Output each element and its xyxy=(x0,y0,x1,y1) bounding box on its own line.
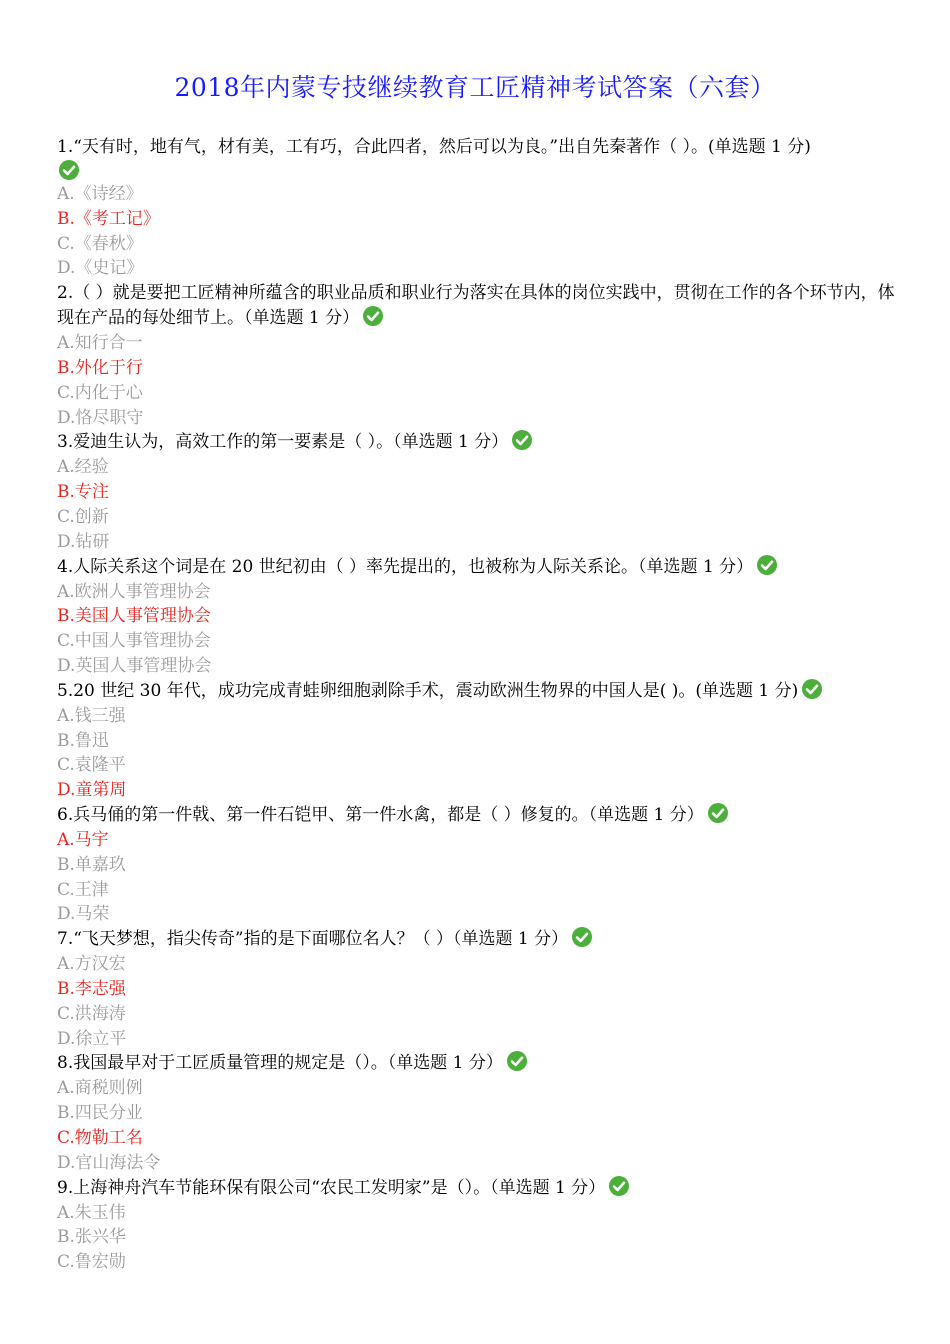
question-item xyxy=(57,803,897,927)
question-text xyxy=(57,927,897,952)
answer-option: D.徐立平 xyxy=(57,1028,127,1049)
answer-option: A.欧洲人事管理协会 xyxy=(57,581,211,602)
correct-answer-option: B.专注 xyxy=(57,482,109,503)
check-icon xyxy=(802,679,822,699)
correct-answer-option: B.美国人事管理协会 xyxy=(57,606,211,627)
check-icon xyxy=(512,430,532,450)
answer-option: B.四民分业 xyxy=(57,1103,143,1124)
check-icon xyxy=(609,1176,629,1196)
answer-option: C.《春秋》 xyxy=(57,233,143,254)
answer-option: A.商税则例 xyxy=(57,1078,143,1099)
answer-option: C.中国人事管理协会 xyxy=(57,631,211,652)
answer-option: A.经验 xyxy=(57,457,109,478)
answer-option: C.洪海涛 xyxy=(57,1003,126,1024)
question-label: 6.兵马俑的第一件戟、第一件石铠甲、第一件水禽，都是（ ）修复的。（单选题 1 分） xyxy=(57,804,704,825)
question-label: 8.我国最早对于工匠质量管理的规定是（）。（单选题 1 分） xyxy=(57,1053,503,1074)
check-icon xyxy=(59,160,79,180)
correct-answer-option: D.童第周 xyxy=(57,780,127,801)
answer-option: D.官山海法令 xyxy=(57,1152,161,1173)
question-label: 7.“飞天梦想，指尖传奇”指的是下面哪位名人？（ ）（单选题 1 分） xyxy=(57,929,569,950)
question-text xyxy=(57,679,897,704)
answer-option: A.朱玉伟 xyxy=(57,1202,126,1223)
answer-option: C.鲁宏勋 xyxy=(57,1252,126,1273)
question-item xyxy=(57,430,897,554)
answer-option: D.英国人事管理协会 xyxy=(57,655,212,676)
correct-answer-option: B.《考工记》 xyxy=(57,208,160,229)
answer-option: A.《诗经》 xyxy=(57,184,143,204)
question-item xyxy=(57,281,897,430)
question-text xyxy=(57,281,897,331)
answer-option: B.鲁迅 xyxy=(57,730,109,751)
answer-option: B.张兴华 xyxy=(57,1227,126,1248)
question-text xyxy=(57,1051,897,1076)
check-icon xyxy=(507,1051,527,1071)
question-label: 3.爱迪生认为，高效工作的第一要素是（ ）。（单选题 1 分） xyxy=(57,432,509,453)
answer-option: C.内化于心 xyxy=(57,382,143,403)
correct-answer-option: B.外化于行 xyxy=(57,357,143,378)
question-label: 1.“天有时，地有气，材有美，工有巧，合此四者，然后可以为良。”出自先秦著作（ ）。(单选题 1 分) xyxy=(57,137,811,157)
check-icon xyxy=(363,306,383,326)
answer-option: D.钻研 xyxy=(57,531,110,552)
answer-option: A.钱三强 xyxy=(57,705,126,726)
check-icon xyxy=(757,555,777,575)
check-icon xyxy=(708,803,728,823)
correct-answer-option: A.马宇 xyxy=(57,829,109,850)
question-label: 4.人际关系这个词是在 20 世纪初由（ ）率先提出的，也被称为人际关系论。（单选题 1 分） xyxy=(57,556,754,577)
answer-option: C.袁隆平 xyxy=(57,755,126,776)
answer-option: A.方汉宏 xyxy=(57,954,126,975)
question-item xyxy=(57,1051,897,1175)
page-title: 2018年内蒙专技继续教育工匠精神考试答案（六套） xyxy=(174,73,776,102)
question-item xyxy=(57,135,897,281)
question-label: 2.（ ）就是要把工匠精神所蕴含的职业品质和职业行为落实在具体的岗位实践中，贯彻在工作的各个环节内，体现在产品的每处细节上。（单选题 1 分） xyxy=(57,283,895,329)
question-text xyxy=(57,1176,897,1201)
answer-option: D.恪尽职守 xyxy=(57,407,144,428)
answer-option: B.单嘉玖 xyxy=(57,854,126,875)
answer-option: C.创新 xyxy=(57,506,109,527)
correct-answer-option: C.物勒工名 xyxy=(57,1127,143,1148)
question-item xyxy=(57,555,897,679)
question-text xyxy=(57,555,897,580)
check-icon xyxy=(572,927,592,947)
question-text xyxy=(57,803,897,828)
question-item xyxy=(57,1176,897,1275)
question-item xyxy=(57,927,897,1051)
answer-option: C.王津 xyxy=(57,879,109,900)
correct-answer-option: B.李志强 xyxy=(57,978,126,999)
question-label: 9.上海神舟汽车节能环保有限公司“农民工发明家”是（）。（单选题 1 分） xyxy=(57,1177,606,1198)
answer-option: D.《史记》 xyxy=(57,258,144,279)
answer-option: D.马荣 xyxy=(57,904,110,925)
question-label: 5.20 世纪 30 年代，成功完成青蛙卵细胞剥除手术，震动欧洲生物界的中国人是( )。(单选题 1 分) xyxy=(57,680,799,701)
question-text xyxy=(57,135,897,160)
answer-option: A.知行合一 xyxy=(57,333,143,354)
question-text xyxy=(57,430,897,455)
question-list xyxy=(57,135,897,1275)
question-item xyxy=(57,679,897,803)
